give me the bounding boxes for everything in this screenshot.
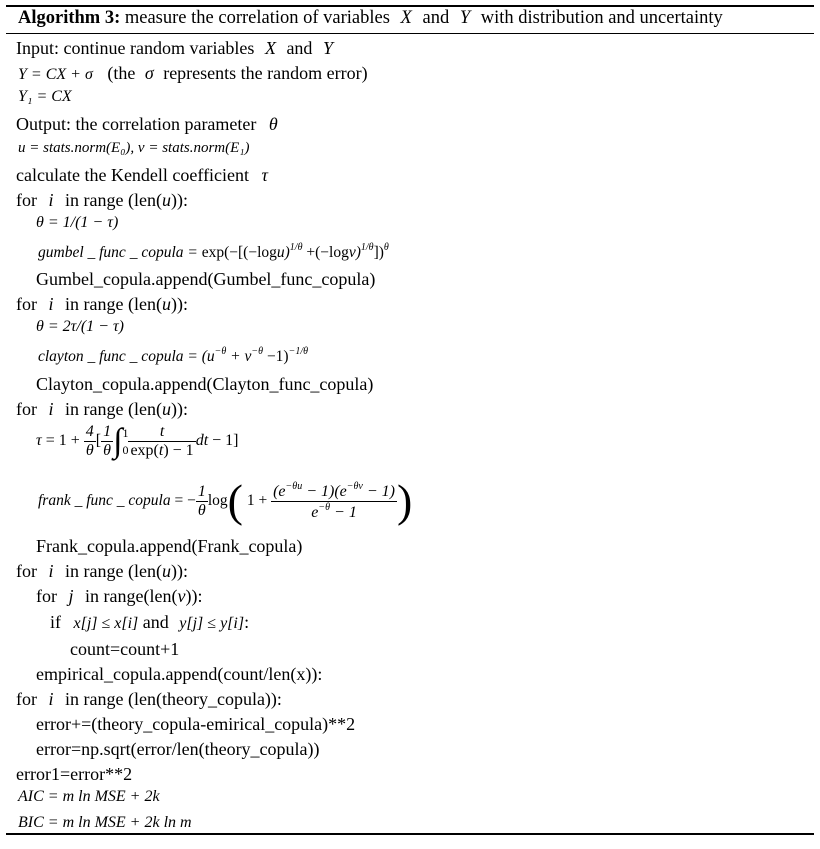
fraction-1-theta: $\frac{1}{\theta}$ — [103, 423, 112, 459]
loop-var-j: j — [68, 586, 74, 606]
bic-formula: BIC = m ln MSE + 2k ln m — [18, 814, 192, 831]
frank-append: Frank_copula.append(Frank_copula) — [36, 536, 303, 556]
range-close: )): — [185, 586, 203, 606]
gumbel-func: gumbel _ func _ copula = $\exp(-[(-\log u)^{1/\theta} +(-\log v)^{1/\theta}])^\theta$ — [38, 242, 389, 261]
for-keyword: for — [36, 586, 57, 606]
if-condition: if x[j] ≤ x[i] and y[j] ≤ y[i]: — [50, 612, 250, 632]
gumbel-append: Gumbel_copula.append(Gumbel_func_copula) — [36, 269, 376, 289]
title-var-y: Y — [459, 8, 471, 28]
title-text: measure the correlation of variables — [124, 8, 390, 28]
frank-tau: τ = 1 + $\frac{4}{\theta}$ [ $\frac{1}{\theta}$ ∫ 1 0 $\frac{t}{\exp(t) - 1}$ dt − 1] — [36, 422, 239, 460]
range-text: in range (len( — [65, 399, 162, 419]
title-text-end: with distribution and uncertainty — [480, 8, 723, 28]
aic-formula: AIC = m ln MSE + 2k — [18, 788, 160, 805]
range-text: in range (len( — [65, 294, 162, 314]
title-and: and — [422, 8, 450, 28]
range-close: )): — [170, 561, 188, 581]
input-var-x: X — [264, 38, 276, 58]
clayton-append: Clayton_copula.append(Clayton_func_copula) — [36, 374, 374, 394]
input-and: and — [286, 38, 313, 58]
clayton-func: clayton _ func _ copula = $(u^{-\theta} + v^{-\theta} -1)^{-1/\theta}$ — [38, 346, 309, 365]
input-var-y: Y — [322, 38, 333, 58]
kendall-text: calculate the Kendell coefficient — [16, 165, 250, 185]
range-close: )): — [170, 294, 188, 314]
equation-y — [18, 64, 368, 83]
for-loop-clayton — [16, 295, 188, 313]
loop-var-u: u — [161, 399, 171, 419]
equation-y-note-end: represents the random error) — [163, 63, 368, 83]
loop-var-i: i — [48, 561, 54, 581]
kendall-tau: τ — [261, 165, 268, 185]
for-keyword: for — [16, 190, 37, 210]
input-line — [16, 39, 333, 57]
frank-func: frank _ func _ copula = − $\frac{1}{\theta}$ log( 1 + $\frac{(e^{-\theta u} - 1)(e^{-\theta v} - 1)}{e^{-\theta} - 1}$ ) — [38, 475, 413, 527]
for-loop-empirical — [16, 562, 188, 580]
loop-var-v: v — [177, 586, 186, 606]
loop-var-u: u — [161, 561, 171, 581]
clayton-theta: θ = 2τ/(1 − τ) — [36, 318, 125, 335]
loop-var-u: u — [161, 190, 171, 210]
fraction-t-exp: $\frac{t}{\exp(t) - 1}$ — [130, 423, 194, 459]
for-keyword: for — [16, 689, 37, 709]
range-close: )): — [170, 190, 188, 210]
sigma-symbol: σ — [144, 63, 154, 83]
integral-symbol: ∫ — [113, 422, 123, 460]
for-loop-theory — [16, 690, 282, 708]
range-text: in range (len(theory_copula)): — [65, 689, 282, 709]
header-rule — [6, 33, 814, 34]
for-loop-frank — [16, 400, 188, 418]
loop-var-u: u — [161, 294, 171, 314]
bottom-rule — [6, 833, 814, 835]
top-rule — [6, 5, 814, 7]
algorithm-label: Algorithm 3: — [18, 8, 121, 28]
fraction-1-theta-b: $\frac{1}{\theta}$ — [197, 483, 206, 519]
for-keyword: for — [16, 561, 37, 581]
range-text: in range (len( — [65, 561, 162, 581]
fraction-frank: $\frac{(e^{-\theta u} - 1)(e^{-\theta v} - 1)}{e^{-\theta} - 1}$ — [273, 481, 395, 521]
title-var-x: X — [400, 8, 412, 28]
error-accumulate: error+=(theory_copula-emirical_copula)**2 — [36, 714, 356, 734]
for-keyword: for — [16, 294, 37, 314]
equation-y1: Y₁ = CX — [18, 88, 72, 105]
for-keyword: for — [16, 399, 37, 419]
count-increment: count=count+1 — [70, 639, 180, 659]
range-text: in range(len( — [85, 586, 178, 606]
kendall-line — [16, 166, 268, 184]
range-close: )): — [170, 399, 188, 419]
loop-var-i: i — [48, 294, 54, 314]
algorithm-title — [18, 8, 723, 29]
output-text: Output: the correlation parameter — [16, 114, 257, 134]
uv-definition: u = stats.norm(E₀), v = stats.norm(E₁) — [18, 140, 250, 156]
loop-var-i: i — [48, 399, 54, 419]
empirical-append: empirical_copula.append(count/len(x)): — [36, 664, 323, 684]
fraction-4-theta: $\frac{4}{\theta}$ — [85, 423, 94, 459]
error1-assign: error1=error**2 — [16, 764, 133, 784]
range-text: in range (len( — [65, 190, 162, 210]
output-theta: θ — [268, 114, 278, 134]
for-loop-gumbel — [16, 191, 188, 209]
loop-var-i: i — [48, 190, 54, 210]
input-text: Input: continue random variables — [16, 38, 255, 58]
equation-y-formula: Y = CX + σ — [18, 66, 93, 83]
error-sqrt: error=np.sqrt(error/len(theory_copula)) — [36, 739, 320, 759]
loop-var-i: i — [48, 689, 54, 709]
output-line — [16, 115, 278, 133]
for-loop-j — [36, 587, 202, 605]
gumbel-theta: θ = 1/(1 − τ) — [36, 214, 119, 231]
equation-y-note: (the — [107, 63, 136, 83]
